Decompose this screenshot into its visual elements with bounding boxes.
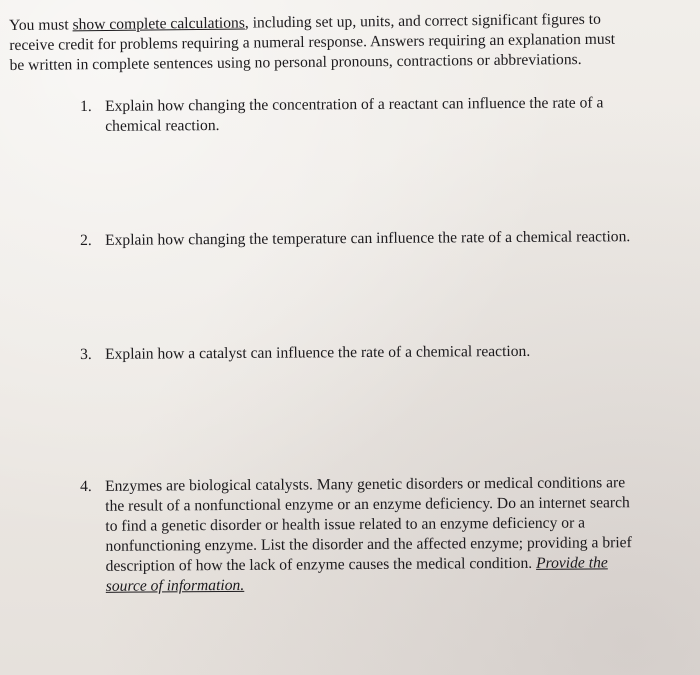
question-number: 4. [80,477,92,495]
instructions-line-2: receive credit for problems requiring a numeral response. Answers requiring an explanation must [9,30,616,54]
instructions-text: , including set up, units, and correct significant figures to [244,10,601,32]
source-instruction: Provide the [535,554,608,572]
question-number: 3. [80,345,92,363]
question-number: 2. [80,231,92,249]
question-line: the result of a nonfunctional enzyme or an enzyme deficiency. Do an internet search [105,494,630,515]
question-line [106,553,681,577]
question-text [105,473,681,597]
instructions-paragraph [9,9,690,76]
source-instruction: source of information. [105,576,245,595]
question-text [105,93,680,137]
instructions-emphasis: show complete calculations [72,14,245,34]
question-line: Explain how changing the temperature can influence the rate of a chemical reaction. [105,228,631,249]
instructions-text: You must [9,16,73,34]
question-1 [80,93,680,137]
question-text [105,227,680,251]
instructions-line-3: be written in complete sentences using no personal pronouns, contractions or abbreviations. [9,51,582,74]
question-3 [80,341,680,365]
question-4 [80,473,681,597]
question-line: to find a genetic disorder or health issue related to an enzyme deficiency or a [105,514,586,535]
question-2 [80,227,680,251]
question-number: 1. [80,97,92,115]
question-line: nonfunctioning enzyme. List the disorder and the affected enzyme; providing a brief [105,534,632,555]
question-line: Explain how a catalyst can influence the rate of a chemical reaction. [105,342,531,363]
question-text [105,341,680,365]
question-line: chemical reaction. [105,117,220,135]
question-line: Enzymes are biological catalysts. Many genetic disorders or medical conditions are [105,474,626,495]
question-line-text: description of how the lack of enzyme causes the medical condition. [105,554,537,575]
question-line: Explain how changing the concentration of a reactant can influence the rate of a [105,94,604,115]
